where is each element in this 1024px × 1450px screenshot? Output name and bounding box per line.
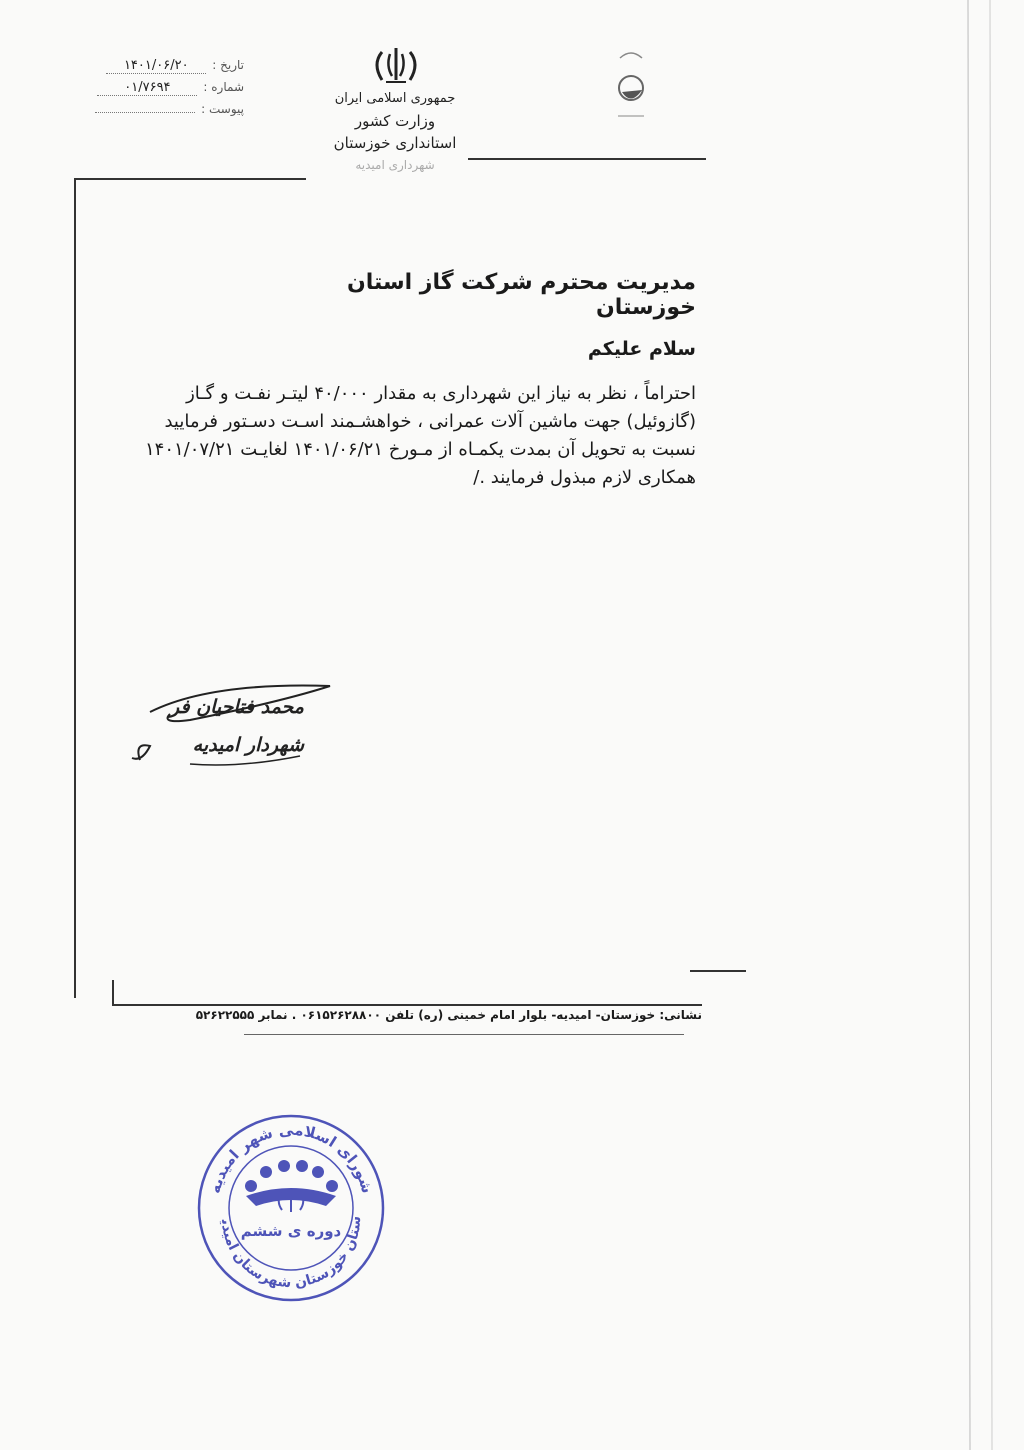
frame-line — [112, 1004, 702, 1006]
stamp-center-text: دوره ی ششم — [240, 1222, 342, 1240]
letterhead — [300, 88, 490, 176]
frame-line — [112, 980, 114, 1006]
signatory-name: محمد فتاحیان فر — [169, 696, 304, 718]
letterhead-sub-office: شهرداری امیدیه — [355, 158, 435, 172]
signatory-title: شهردار امیدیه — [192, 734, 304, 756]
frame-line — [74, 178, 306, 180]
frame-line — [244, 1034, 684, 1035]
greeting: سلام علیکم — [587, 338, 696, 360]
stamp-bottom-text: ستان خوزستان شهرستان امیدی — [217, 1215, 365, 1292]
date-label: تاریخ : — [212, 58, 244, 72]
number-value: ۰۱/۷۶۹۴ — [97, 80, 197, 96]
frame-line — [74, 178, 76, 998]
svg-text:شورای اسلامی شهر امیدیه — [206, 1121, 377, 1196]
body-line: همکاری لازم مبذول فرمایند ./ — [473, 467, 696, 488]
body-line: نسبت به تحویل آن بمدت یکمـاه از مـورخ ۱۴۰۱/۰۶/۲۱ لغایـت ۱۴۰۱/۰۷/۲۱ — [144, 439, 696, 460]
letterhead-ministry: وزارت کشور — [354, 112, 436, 130]
body-line: احتراماً ، نظر به نیاز این شهرداری به مقدار ۴۰/۰۰۰ لیتـر نفـت و گـاز — [186, 383, 696, 404]
stamp-top-text: شورای اسلامی شهر امیدیه — [205, 1120, 377, 1196]
attachment-label: پیوست : — [201, 102, 244, 116]
letter-meta — [54, 58, 244, 124]
date-value: ۱۴۰۱/۰۶/۲۰ — [106, 58, 206, 74]
letterhead-governorate: استانداری خوزستان — [333, 134, 457, 152]
iran-emblem-icon — [364, 44, 428, 88]
signature-block — [130, 672, 340, 782]
frame-line — [468, 158, 706, 160]
letter-body — [88, 380, 696, 492]
municipality-logo-icon — [606, 46, 656, 126]
attachment-value — [95, 112, 195, 113]
recipient-heading: مدیریت محترم شرکت گاز استان خوزستان — [346, 270, 696, 320]
footer-address: نشانی: خوزستان- امیدیه- بلوار امام خمینی (ره) تلفن ۰۶۱۵۲۶۲۸۸۰۰ . نمابر ۵۲۶۲۲۵۵۵ — [195, 1008, 702, 1022]
frame-line — [690, 970, 746, 972]
scan-edge-lines — [964, 0, 1024, 1450]
council-stamp — [196, 1110, 386, 1306]
signature-scribble-icon — [130, 672, 340, 782]
number-label: شماره : — [203, 80, 244, 94]
body-line: (گازوئیل) جهت ماشین آلات عمرانی ، خواهشـمند اسـت دسـتور فرمایید — [164, 411, 696, 432]
letterhead-country: جمهوری اسلامی ایران — [334, 91, 456, 106]
